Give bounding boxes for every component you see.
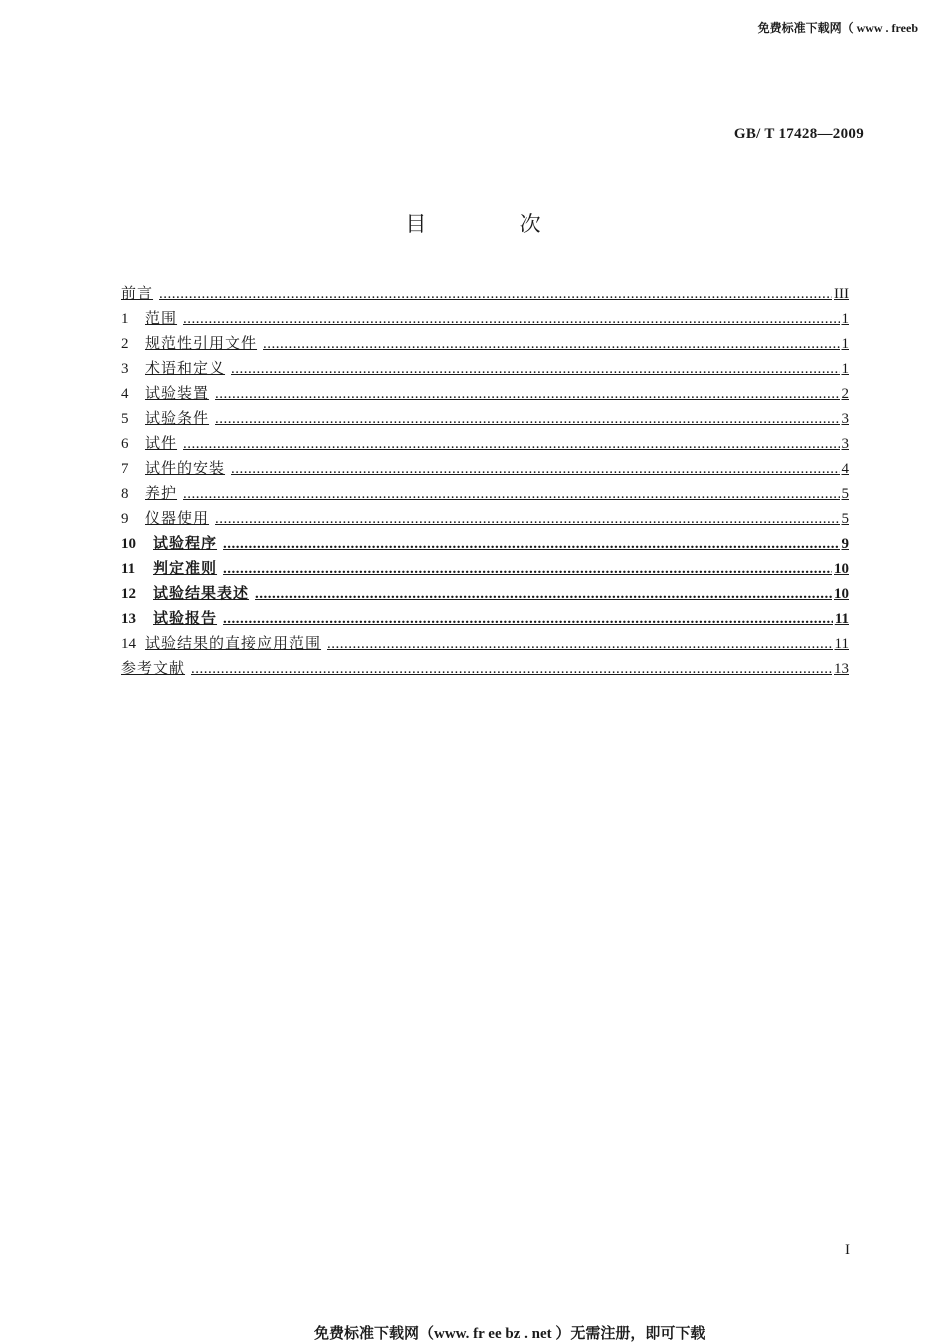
toc-entry[interactable]	[121, 384, 849, 409]
toc-entry-label	[121, 359, 225, 380]
toc-entry[interactable]	[121, 434, 849, 459]
toc-entry-label	[121, 334, 257, 355]
toc-entry-title: 试验报告	[153, 611, 218, 627]
toc-entry-number: 6	[121, 436, 129, 452]
toc-entry-title: 试件的安装	[145, 461, 226, 477]
toc-leader-dots	[159, 284, 832, 305]
toc-leader-dots	[215, 509, 839, 530]
toc-entry-label	[121, 509, 209, 530]
toc-entry-number: 9	[121, 511, 129, 527]
toc-entry-label	[121, 659, 185, 680]
toc-entry-label	[121, 559, 217, 580]
toc-entry[interactable]	[121, 484, 849, 509]
toc-entry-page: 5	[841, 511, 849, 527]
toc-entry-page: 9	[841, 536, 849, 552]
toc-entry-title: 术语和定义	[145, 361, 226, 377]
toc-entry-title: 试验装置	[145, 386, 210, 402]
toc-leader-dots	[327, 634, 833, 655]
toc-title: 目 次	[405, 212, 585, 236]
toc-entry-number: 8	[121, 486, 129, 502]
toc-entry-label	[121, 584, 249, 605]
toc-entry[interactable]	[121, 334, 849, 359]
toc-leader-dots	[223, 534, 839, 555]
toc-entry-page: 1	[841, 311, 849, 327]
toc-leader-dots	[183, 309, 839, 330]
toc-entry-title: 范围	[145, 311, 178, 327]
toc-entry-label	[121, 384, 209, 405]
toc-entry-label	[121, 434, 177, 455]
toc-entry-label	[121, 309, 177, 330]
toc-entry[interactable]	[121, 634, 849, 659]
toc-entry[interactable]	[121, 309, 849, 334]
toc-entry-title: 仪器使用	[145, 511, 210, 527]
toc-entry[interactable]	[121, 659, 849, 684]
toc-entry-label	[121, 634, 321, 655]
toc-entry[interactable]	[121, 534, 849, 559]
toc-leader-dots	[263, 334, 839, 355]
toc-leader-dots	[231, 359, 839, 380]
toc-entry[interactable]	[121, 359, 849, 384]
toc-entry-label	[121, 409, 209, 430]
toc-entry-number: 3	[121, 361, 129, 377]
toc-entry-page: 11	[834, 636, 849, 652]
toc-leader-dots	[215, 409, 839, 430]
toc-entry-label	[121, 459, 225, 480]
standard-number: GB/ T 17428—2009	[733, 126, 864, 142]
toc-entry-number: 4	[121, 386, 129, 402]
toc-entry-label	[121, 534, 217, 555]
toc-entry-label	[121, 609, 217, 630]
toc-entry-page: 5	[841, 486, 849, 502]
toc-entry[interactable]	[121, 284, 849, 309]
toc-entry-number: 5	[121, 411, 129, 427]
toc-entry-title: 参考文献	[121, 661, 186, 677]
toc-entry-number: 13	[121, 611, 136, 627]
toc-entry-number: 1	[121, 311, 129, 327]
toc-entry-number: 10	[121, 536, 136, 552]
toc-entry-page: 2	[841, 386, 849, 402]
toc-entry-number: 14	[121, 636, 136, 652]
toc-leader-dots	[191, 659, 832, 680]
toc-entry-page: 4	[841, 461, 849, 477]
toc-entry-number: 12	[121, 586, 136, 602]
toc-entry-title: 试验结果表述	[153, 586, 250, 602]
toc-entry-number: 11	[121, 561, 136, 577]
toc-entry[interactable]	[121, 409, 849, 434]
toc-entry-title: 试验程序	[153, 536, 218, 552]
toc-entry-page: 3	[841, 411, 849, 427]
toc-entry[interactable]	[121, 584, 849, 609]
toc-leader-dots	[223, 609, 833, 630]
toc-entry[interactable]	[121, 459, 849, 484]
site-banner: 免费标准下载网（ www . freeb	[757, 21, 918, 35]
toc-entry-page: 10	[834, 586, 849, 602]
toc-entry[interactable]	[121, 609, 849, 634]
toc-leader-dots	[183, 434, 839, 455]
toc-entry-page: 3	[841, 436, 849, 452]
toc-entry-title: 养护	[145, 486, 178, 502]
toc-leader-dots	[231, 459, 839, 480]
toc-leader-dots	[215, 384, 839, 405]
toc-leader-dots	[183, 484, 839, 505]
toc-entry-title: 试件	[145, 436, 178, 452]
toc-entry-title: 前言	[121, 286, 154, 302]
toc-entry[interactable]	[121, 559, 849, 584]
page-number: I	[845, 1242, 850, 1258]
toc-leader-dots	[223, 559, 832, 580]
toc-entry-page: 11	[834, 611, 849, 627]
toc-entry-page: 1	[841, 361, 849, 377]
toc-entry-page: 13	[834, 661, 849, 677]
toc-entry[interactable]	[121, 509, 849, 534]
toc-entry-number: 2	[121, 336, 129, 352]
toc-entry-title: 判定准则	[153, 561, 218, 577]
toc-leader-dots	[255, 584, 832, 605]
table-of-contents	[121, 284, 849, 684]
toc-entry-title: 试验结果的直接应用范围	[145, 636, 322, 652]
toc-entry-title: 试验条件	[145, 411, 210, 427]
footer-banner: 免费标准下载网（www. fr ee bz . net ）无需注册，即可下载	[314, 1326, 706, 1342]
toc-entry-label	[121, 484, 177, 505]
toc-entry-page: III	[834, 286, 849, 302]
toc-entry-title: 规范性引用文件	[145, 336, 258, 352]
toc-entry-number: 7	[121, 461, 129, 477]
toc-entry-label	[121, 284, 153, 305]
toc-entry-page: 10	[834, 561, 849, 577]
toc-entry-page: 1	[841, 336, 849, 352]
